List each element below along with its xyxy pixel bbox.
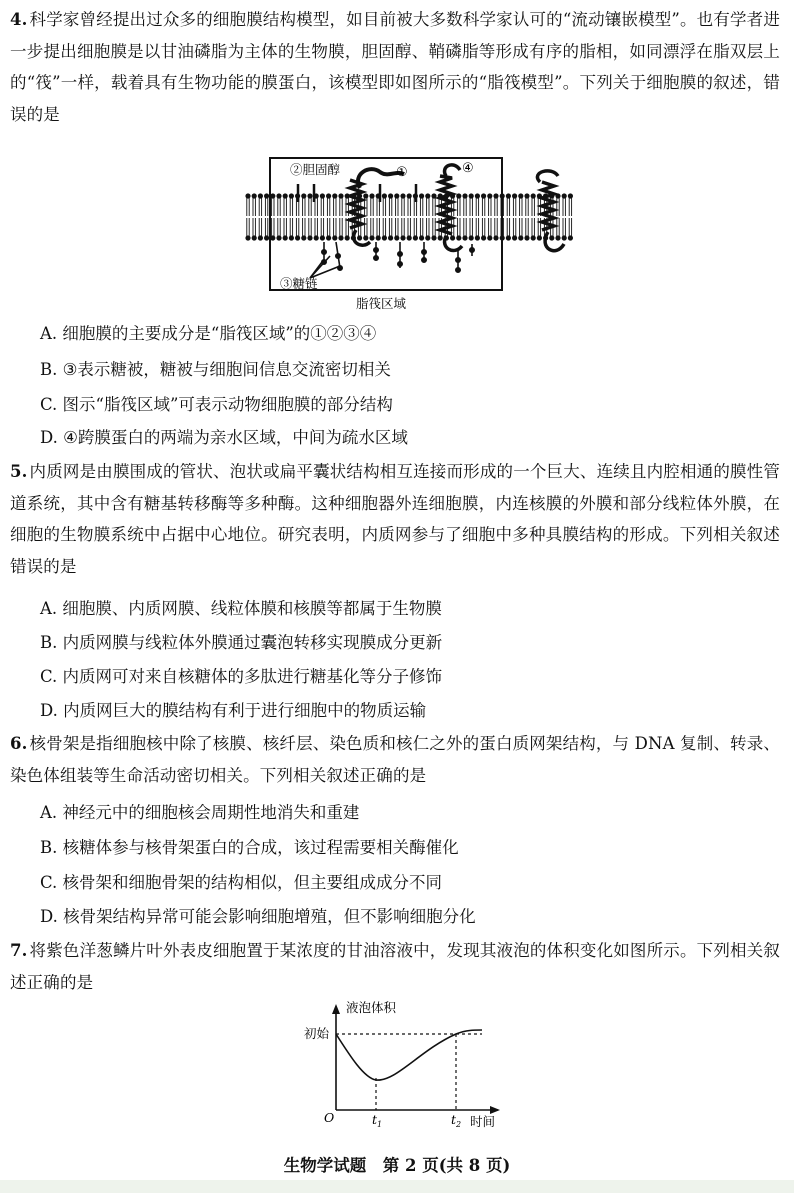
phospholipid-head bbox=[493, 235, 498, 240]
phospholipid-head bbox=[462, 193, 467, 198]
phospholipid-tail bbox=[513, 198, 515, 216]
phospholipid-tail bbox=[259, 198, 261, 216]
phospholipid-tail bbox=[513, 218, 515, 236]
phospholipid-head bbox=[475, 193, 480, 198]
phospholipid-tail bbox=[278, 218, 280, 236]
phospholipid-tail bbox=[402, 218, 404, 236]
phospholipid-head bbox=[413, 235, 418, 240]
phospholipid-tail bbox=[377, 218, 379, 236]
q4-option-c: C. 图示“脂筏区域”可表示动物细胞膜的部分结构 bbox=[40, 395, 393, 414]
phospholipid-head bbox=[369, 235, 374, 240]
phospholipid-head bbox=[481, 193, 486, 198]
phospholipid-head bbox=[301, 235, 306, 240]
phospholipid-tail bbox=[557, 218, 559, 236]
question-7-stem: 7. 将紫色洋葱鳞片叶外表皮细胞置于某浓度的甘油溶液中，发现其液泡的体积变化如图所示。下列相关叙述正确的是 bbox=[10, 941, 780, 992]
phospholipid-tail bbox=[526, 218, 528, 236]
phospholipid-head bbox=[314, 235, 319, 240]
phospholipid-tail bbox=[427, 198, 429, 216]
q6-option-a: A. 神经元中的细胞核会周期性地消失和重建 bbox=[40, 803, 360, 822]
phospholipid-tail bbox=[507, 218, 509, 236]
label-protein-1: ① bbox=[396, 165, 408, 180]
phospholipid-head bbox=[369, 193, 374, 198]
phospholipid-tail bbox=[247, 198, 249, 216]
phospholipid-head bbox=[332, 193, 337, 198]
q4-option-d: D. ④跨膜蛋白的两端为亲水区域，中间为疏水区域 bbox=[40, 428, 408, 447]
phospholipid-head bbox=[252, 235, 257, 240]
phospholipid-head bbox=[469, 193, 474, 198]
phospholipid-tail bbox=[408, 218, 410, 236]
phospholipid-tail bbox=[433, 218, 435, 236]
phospholipid-tail bbox=[303, 218, 305, 236]
phospholipid-tail bbox=[569, 198, 571, 216]
phospholipid-head bbox=[438, 235, 443, 240]
phospholipid-head bbox=[388, 193, 393, 198]
phospholipid-tail bbox=[265, 198, 267, 216]
label-protein-4: ④ bbox=[462, 161, 474, 176]
phospholipid-head bbox=[487, 235, 492, 240]
phospholipid-head bbox=[531, 193, 536, 198]
phospholipid-tail bbox=[520, 218, 522, 236]
phospholipid-head bbox=[555, 235, 560, 240]
q6-option-b: B. 核糖体参与核骨架蛋白的合成，该过程需要相关酶催化 bbox=[40, 838, 459, 857]
question-4-stem: 4. 科学家曾经提出过众多的细胞膜结构模型，如目前被大多数科学家认可的“流动镶嵌模型”。也有学者进一步提出细胞膜是以甘油磷脂为主体的生物膜，胆固醇、鞘磷脂等形成有序的脂相，如同漂浮在脂双层上的“筏”一样，载着具有生物功能的膜蛋白，该模型即如图所示的“脂筏模型”。下列关于细胞膜的叙述，错误的是 bbox=[10, 10, 780, 124]
phospholipid-head bbox=[301, 193, 306, 198]
phospholipid-tail bbox=[414, 218, 416, 236]
phospholipid-head bbox=[469, 235, 474, 240]
phospholipid-tail bbox=[315, 218, 317, 236]
phospholipid-tail bbox=[389, 218, 391, 236]
phospholipid-head bbox=[264, 235, 269, 240]
q5-option-d: D. 内质网巨大的膜结构有利于进行细胞中的物质运输 bbox=[40, 701, 427, 720]
phospholipid-head bbox=[382, 193, 387, 198]
phospholipid-tail bbox=[420, 198, 422, 216]
phospholipid-tail bbox=[563, 198, 565, 216]
phospholipid-tail bbox=[290, 198, 292, 216]
phospholipid-head bbox=[283, 235, 288, 240]
phospholipid-head bbox=[518, 193, 523, 198]
phospholipid-head bbox=[270, 193, 275, 198]
phospholipid-head bbox=[456, 235, 461, 240]
phospholipid-tail bbox=[420, 218, 422, 236]
vacuole-volume-graph bbox=[300, 998, 510, 1132]
phospholipid-tail bbox=[358, 218, 360, 236]
phospholipid-tail bbox=[464, 198, 466, 216]
phospholipid-tail bbox=[383, 198, 385, 216]
phospholipid-head bbox=[245, 193, 250, 198]
phospholipid-head bbox=[326, 235, 331, 240]
phospholipid-head bbox=[252, 193, 257, 198]
origin-label: O bbox=[324, 1110, 335, 1125]
phospholipid-head bbox=[568, 235, 573, 240]
phospholipid-tail bbox=[371, 218, 373, 236]
phospholipid-head bbox=[419, 235, 424, 240]
question-number: 6. bbox=[10, 734, 28, 753]
phospholipid-head bbox=[531, 235, 536, 240]
phospholipid-tail bbox=[482, 198, 484, 216]
phospholipid-head bbox=[475, 235, 480, 240]
phospholipid-head bbox=[407, 235, 412, 240]
phospholipid-head bbox=[518, 235, 523, 240]
phospholipid-head bbox=[549, 235, 554, 240]
phospholipid-head bbox=[500, 193, 505, 198]
phospholipid-head bbox=[276, 235, 281, 240]
phospholipid-tail bbox=[278, 198, 280, 216]
y-axis-label: 液泡体积 bbox=[346, 1000, 397, 1015]
phospholipid-tail bbox=[272, 218, 274, 236]
figure-caption: 脂筏区域 bbox=[356, 296, 407, 311]
phospholipid-head bbox=[524, 235, 529, 240]
bottom-strip bbox=[0, 1180, 794, 1193]
phospholipid-tail bbox=[569, 218, 571, 236]
phospholipid-head bbox=[283, 193, 288, 198]
phospholipid-tail bbox=[489, 218, 491, 236]
phospholipid-head bbox=[258, 235, 263, 240]
phospholipid-head bbox=[506, 193, 511, 198]
phospholipid-tail bbox=[259, 218, 261, 236]
q5-option-c: C. 内质网可对来自核糖体的多肽进行糖基化等分子修饰 bbox=[40, 667, 443, 686]
phospholipid-head bbox=[394, 235, 399, 240]
phospholipid-tail bbox=[327, 198, 329, 216]
phospholipid-tail bbox=[365, 218, 367, 236]
phospholipid-head bbox=[394, 193, 399, 198]
phospholipid-tail bbox=[402, 198, 404, 216]
q4-option-b: B. ③表示糖被，糖被与细胞间信息交流密切相关 bbox=[40, 360, 391, 379]
phospholipid-head bbox=[506, 235, 511, 240]
q6-option-d: D. 核骨架结构异常可能会影响细胞增殖，但不影响细胞分化 bbox=[40, 907, 476, 926]
phospholipid-head bbox=[289, 235, 294, 240]
phospholipid-tail bbox=[309, 198, 311, 216]
phospholipid-tail bbox=[470, 198, 472, 216]
volume-curve bbox=[336, 1030, 482, 1080]
phospholipid-head bbox=[537, 235, 542, 240]
phospholipid-head bbox=[376, 235, 381, 240]
label-sugar-chain: ③糖链 bbox=[280, 276, 318, 291]
phospholipid-head bbox=[320, 235, 325, 240]
phospholipid-head bbox=[493, 193, 498, 198]
phospholipid-head bbox=[363, 235, 368, 240]
phospholipid-head bbox=[568, 193, 573, 198]
phospholipid-tail bbox=[383, 218, 385, 236]
phospholipid-head bbox=[462, 235, 467, 240]
q5-option-a: A. 细胞膜、内质网膜、线粒体膜和核膜等都属于生物膜 bbox=[40, 599, 442, 618]
phospholipid-head bbox=[264, 193, 269, 198]
phospholipid-head bbox=[258, 193, 263, 198]
phospholipid-tail bbox=[290, 218, 292, 236]
phospholipid-tail bbox=[495, 198, 497, 216]
phospholipid-head bbox=[307, 193, 312, 198]
phospholipid-tail bbox=[408, 198, 410, 216]
phospholipid-head bbox=[419, 193, 424, 198]
phospholipid-tail bbox=[563, 218, 565, 236]
phospholipid-tail bbox=[470, 218, 472, 236]
q6-option-c: C. 核骨架和细胞骨架的结构相似，但主要组成成分不同 bbox=[40, 873, 443, 892]
t2-label: $t_2$ bbox=[451, 1112, 462, 1128]
phospholipid-head bbox=[326, 193, 331, 198]
phospholipid-tail bbox=[557, 198, 559, 216]
question-number: 7. bbox=[10, 941, 28, 960]
phospholipid-tail bbox=[532, 218, 534, 236]
phospholipid-tail bbox=[427, 218, 429, 236]
phospholipid-tail bbox=[371, 198, 373, 216]
sugar-chains bbox=[310, 242, 474, 278]
phospholipid-tail bbox=[433, 198, 435, 216]
q5-option-b: B. 内质网膜与线粒体外膜通过囊泡转移实现膜成分更新 bbox=[40, 633, 443, 652]
phospholipid-tail bbox=[389, 198, 391, 216]
phospholipid-head bbox=[320, 193, 325, 198]
phospholipid-head bbox=[425, 193, 430, 198]
phospholipid-tail bbox=[396, 218, 398, 236]
phospholipid-head bbox=[338, 235, 343, 240]
phospholipid-head bbox=[276, 193, 281, 198]
phospholipid-tail bbox=[458, 198, 460, 216]
phospholipid-head bbox=[289, 193, 294, 198]
phospholipid-head bbox=[512, 235, 517, 240]
phospholipid-tail bbox=[334, 198, 336, 216]
phospholipid-bilayer bbox=[245, 193, 573, 240]
phospholipid-tail bbox=[476, 218, 478, 236]
phospholipid-tail bbox=[482, 218, 484, 236]
phospholipid-tail bbox=[253, 198, 255, 216]
phospholipid-head bbox=[338, 193, 343, 198]
question-5-stem: 5. 内质网是由膜围成的管状、泡状或扁平囊状结构相互连接而形成的一个巨大、连续且内腔相通的膜性管道系统，其中含有糖基转移酶等多种酶。这种细胞器外连细胞膜，内连核膜的外膜和部分线粒体外膜，在细胞的生物膜系统中占据中心地位。研究表明，内质网参与了细胞中多种具膜结构的形成。下列相关叙述错误的是 bbox=[10, 462, 780, 576]
phospholipid-tail bbox=[532, 198, 534, 216]
phospholipid-head bbox=[307, 235, 312, 240]
phospholipid-head bbox=[357, 235, 362, 240]
phospholipid-head bbox=[332, 235, 337, 240]
phospholipid-head bbox=[400, 193, 405, 198]
phospholipid-head bbox=[481, 235, 486, 240]
phospholipid-head bbox=[363, 193, 368, 198]
phospholipid-tail bbox=[303, 198, 305, 216]
phospholipid-tail bbox=[458, 218, 460, 236]
phospholipid-head bbox=[388, 235, 393, 240]
q4-option-a: A. 细胞膜的主要成分是“脂筏区域”的①②③④ bbox=[40, 324, 377, 343]
page-footer: 生物学试题 第 2 页(共 8 页) bbox=[283, 1156, 511, 1175]
phospholipid-head bbox=[382, 235, 387, 240]
label-cholesterol: ②胆固醇 bbox=[290, 162, 341, 177]
question-number: 5. bbox=[10, 462, 28, 481]
phospholipid-tail bbox=[321, 218, 323, 236]
x-axis-arrow bbox=[490, 1106, 500, 1114]
phospholipid-head bbox=[345, 235, 350, 240]
phospholipid-tail bbox=[265, 218, 267, 236]
phospholipid-head bbox=[500, 235, 505, 240]
phospholipid-head bbox=[431, 235, 436, 240]
phospholipid-tail bbox=[495, 218, 497, 236]
question-number: 4. bbox=[10, 10, 28, 29]
phospholipid-head bbox=[270, 235, 275, 240]
phospholipid-tail bbox=[340, 198, 342, 216]
y-axis-arrow bbox=[332, 1004, 340, 1014]
phospholipid-tail bbox=[340, 218, 342, 236]
phospholipid-tail bbox=[284, 198, 286, 216]
x-axis-label: 时间 bbox=[470, 1114, 496, 1128]
phospholipid-head bbox=[524, 193, 529, 198]
phospholipid-head bbox=[512, 193, 517, 198]
phospholipid-tail bbox=[396, 198, 398, 216]
phospholipid-tail bbox=[253, 218, 255, 236]
phospholipid-head bbox=[562, 235, 567, 240]
phospholipid-tail bbox=[464, 218, 466, 236]
phospholipid-head bbox=[407, 193, 412, 198]
t1-label: $t_1$ bbox=[372, 1112, 383, 1128]
phospholipid-tail bbox=[476, 198, 478, 216]
phospholipid-head bbox=[400, 235, 405, 240]
phospholipid-head bbox=[245, 235, 250, 240]
phospholipid-tail bbox=[489, 198, 491, 216]
phospholipid-tail bbox=[520, 198, 522, 216]
phospholipid-head bbox=[425, 235, 430, 240]
phospholipid-head bbox=[295, 235, 300, 240]
phospholipid-tail bbox=[315, 198, 317, 216]
phospholipid-tail bbox=[507, 198, 509, 216]
phospholipid-tail bbox=[538, 218, 540, 236]
phospholipid-tail bbox=[247, 218, 249, 236]
phospholipid-head bbox=[487, 193, 492, 198]
phospholipid-head bbox=[562, 193, 567, 198]
initial-label: 初始 bbox=[304, 1026, 330, 1041]
phospholipid-tail bbox=[284, 218, 286, 236]
phospholipid-tail bbox=[296, 218, 298, 236]
phospholipid-tail bbox=[346, 198, 348, 216]
phospholipid-tail bbox=[327, 218, 329, 236]
phospholipid-tail bbox=[334, 218, 336, 236]
phospholipid-head bbox=[450, 235, 455, 240]
question-6-stem: 6. 核骨架是指细胞核中除了核膜、核纤层、染色质和核仁之外的蛋白质网架结构，与 DNA 复制、转录、染色体组装等生命活动密切相关。下列相关叙述正确的是 bbox=[10, 734, 780, 785]
phospholipid-tail bbox=[526, 198, 528, 216]
lipid-raft-figure bbox=[240, 152, 580, 316]
phospholipid-tail bbox=[321, 198, 323, 216]
phospholipid-tail bbox=[272, 198, 274, 216]
phospholipid-tail bbox=[309, 218, 311, 236]
